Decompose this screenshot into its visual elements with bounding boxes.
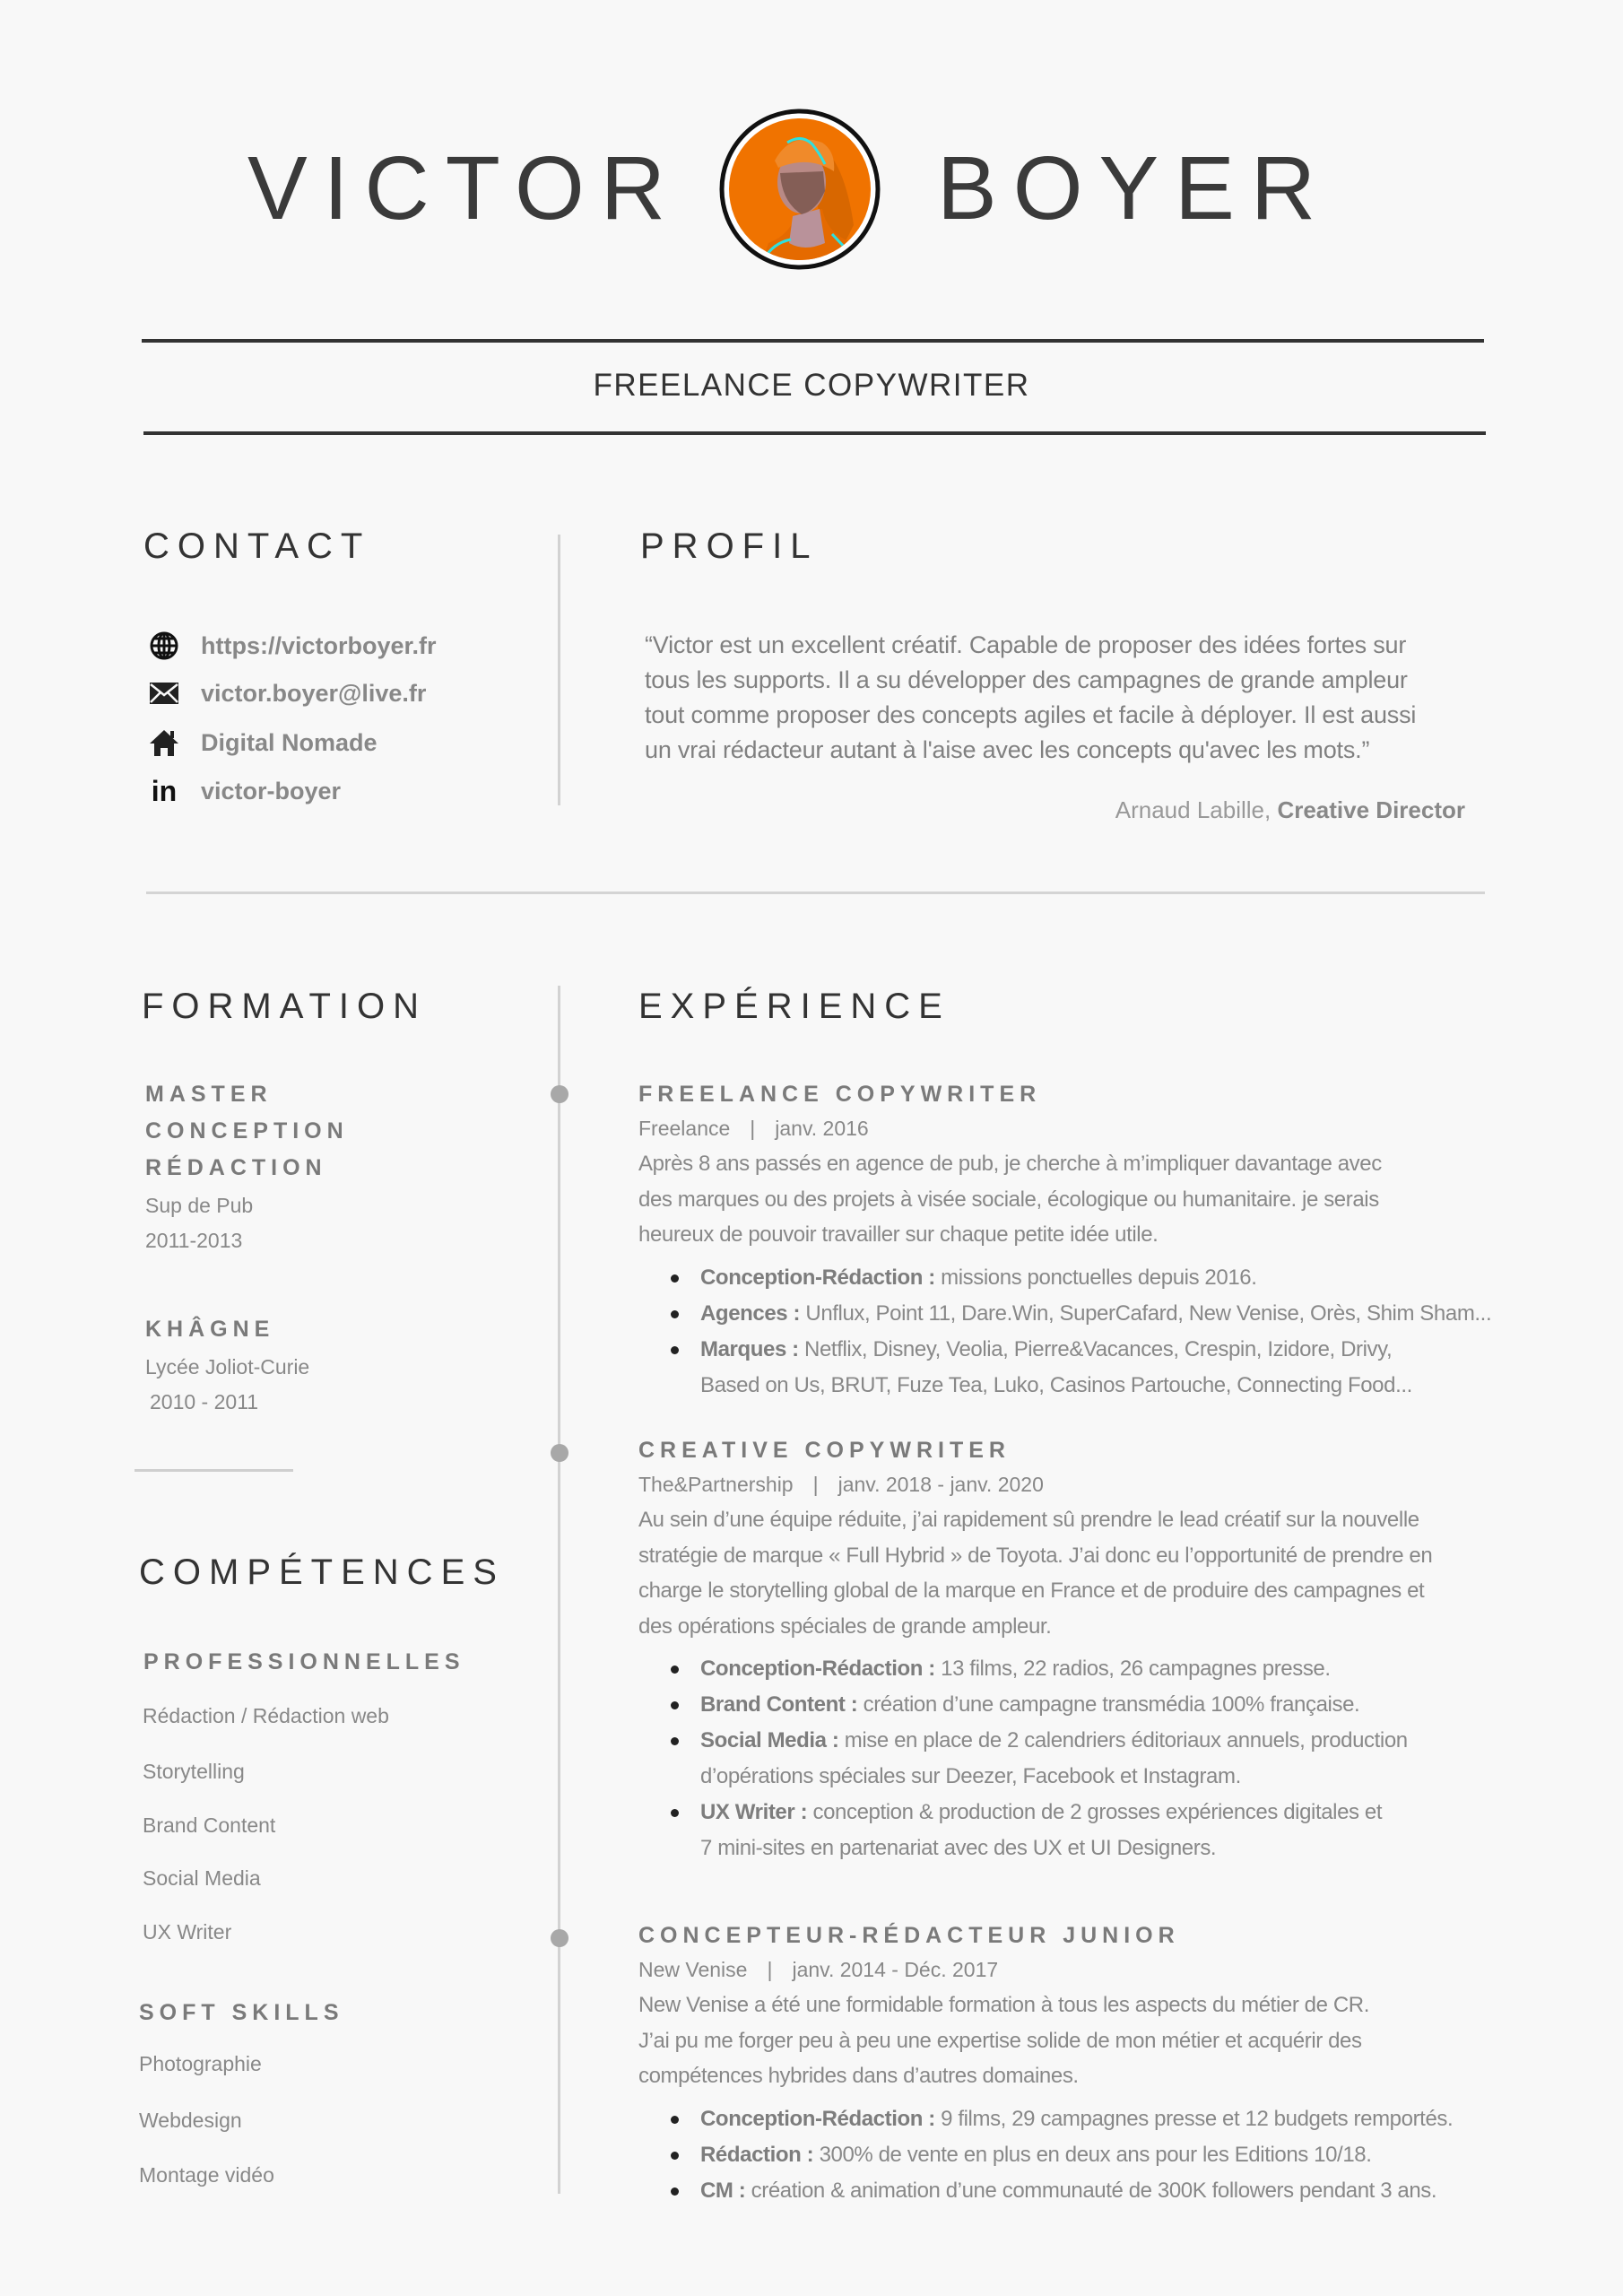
header-top-rule [142,339,1484,343]
job-dates: janv. 2016 [775,1117,869,1140]
bullet-dot-icon [671,2187,679,2196]
job-bullet-list [638,1260,1499,1404]
bullet-text: mise en place de 2 calendriers éditoriaux annuels, production [844,1728,1408,1752]
job-title: FREELANCE COPYWRITER [593,368,1030,403]
job-description-line: Après 8 ans passés en agence de pub, je cherche à m’impliquer davantage avec [638,1152,1382,1176]
job-bullet [638,1651,1499,1687]
school-name: Sup de Pub [145,1194,254,1217]
school-years: 2011-2013 [145,1229,243,1252]
home-icon [148,726,180,759]
degree-title-line: KHÂGNE [145,1317,275,1342]
bullet-label: Conception-Rédaction : [700,2106,935,2131]
job-bullet [638,2101,1499,2137]
bullet-text: d’opérations spéciales sur Deezer, Facebook et Instagram. [700,1764,1241,1788]
header-bottom-rule [143,431,1486,435]
school-years: 2010 - 2011 [150,1390,259,1413]
job-meta [638,1952,1499,1987]
job-bullet [638,1687,1499,1723]
job-title: CREATIVE COPYWRITER [638,1438,1011,1463]
envelope-icon [148,677,180,709]
quote-attribution [1115,796,1465,824]
bullet-dot-icon [671,1665,679,1674]
contact-linkedin-text[interactable]: victor-boyer [201,777,342,804]
degree-title-line: CONCEPTION [145,1118,349,1144]
job-bullet [638,2173,1499,2209]
job-bullet [638,1260,1499,1296]
contact-website[interactable] [148,628,437,664]
job-company: The&Partnership [638,1473,794,1496]
job-entry [638,1078,1499,1404]
meta-separator: | [750,1117,756,1140]
last-name: BOYER [937,138,1332,239]
job-company: Freelance [638,1117,731,1140]
contact-email-text[interactable]: victor.boyer@live.fr [201,679,427,707]
bullet-label: Rédaction : [700,2142,814,2167]
job-description-line: des marques ou des projets à visée sociale, écologique ou humanitaire. je serais [638,1187,1379,1212]
formation-item-khagne [145,1311,309,1420]
job-bullet [638,1831,1499,1866]
timeline-dot [551,1929,568,1947]
bullet-text: missions ponctuelles depuis 2016. [941,1265,1257,1290]
bullet-dot-icon [671,2116,679,2124]
job-bullet [638,1759,1499,1795]
timeline-dot [551,1085,568,1103]
job-description-line: des opérations spéciales de grande ampleur. [638,1613,1052,1639]
bullet-dot-icon [671,1701,679,1709]
job-bullet [638,1368,1499,1404]
bullet-label: Conception-Rédaction : [700,1657,935,1681]
job-dates: janv. 2018 - janv. 2020 [838,1473,1044,1496]
bullet-dot-icon [671,1274,679,1283]
contact-location-text: Digital Nomade [201,728,378,756]
globe-icon [148,630,180,662]
job-company: New Venise [638,1958,748,1981]
bullet-text: création d’une campagne transmédia 100% française. [863,1692,1360,1717]
job-description-line: J’ai pu me forger peu à peu une expertise solide de mon métier et acquérir des [638,2028,1362,2053]
quote-author-role: Creative Director [1277,796,1465,823]
section-divider [146,891,1485,894]
contact-heading: CONTACT [143,526,371,566]
contact-linkedin[interactable] [148,773,341,809]
bullet-text: 7 mini-sites en partenariat avec des UX et UI Designers. [700,1836,1217,1860]
bullet-text: conception & production de 2 grosses expériences digitales et [812,1800,1383,1824]
job-bullet-list [638,1651,1499,1866]
quote-author: Arnaud Labille, [1115,796,1271,823]
bullet-label: Brand Content : [700,1692,858,1717]
bullet-text: 9 films, 29 campagnes presse et 12 budgets remportés. [941,2106,1454,2131]
contact-email[interactable] [148,675,426,711]
skills-heading: COMPÉTENCES [139,1552,505,1592]
bullet-dot-icon [671,2152,679,2160]
job-description-line: stratégie de marque « Full Hybrid » de Toyota. J’ai donc eu l’opportunité de prendre en [638,1543,1433,1568]
bullet-text: Based on Us, BRUT, Fuze Tea, Luko, Casinos Partouche, Connecting Food... [700,1372,1412,1397]
bullet-dot-icon [671,1809,679,1817]
bullet-dot-icon [671,1737,679,1745]
avatar [719,109,881,270]
bullet-label: Marques : [700,1336,799,1361]
bullet-text: 300% de vente en plus en deux ans pour les Editions 10/18. [819,2142,1372,2167]
job-bullet [638,1296,1499,1332]
linkedin-icon: in [151,774,178,807]
bullet-text: 13 films, 22 radios, 26 campagnes presse. [941,1657,1331,1681]
job-bullet [638,1332,1499,1368]
job-description-line: charge le storytelling global de la marque en France et de produire des campagnes et [638,1578,1425,1603]
job-meta [638,1110,1499,1146]
job-bullet-list [638,2101,1499,2209]
degree-title-line: MASTER [145,1082,273,1107]
job-bullet [638,2137,1499,2173]
skill-item: Social Media [143,1866,261,1890]
meta-separator: | [767,1958,773,1981]
job-meta [638,1466,1499,1502]
contact-location [148,725,378,761]
formation-heading: FORMATION [142,987,428,1026]
job-description-line: heureux de pouvoir travailler sur chaque petite idée utile. [638,1222,1159,1247]
bullet-text: Netflix, Disney, Veolia, Pierre&Vacances, Crespin, Izidore, Drivy, [804,1336,1393,1361]
experience-heading: EXPÉRIENCE [638,987,950,1026]
bullet-label: CM : [700,2178,746,2203]
degree-title-line: RÉDACTION [145,1155,327,1180]
contact-website-text[interactable]: https://victorboyer.fr [201,631,437,659]
skill-item: UX Writer [143,1920,232,1944]
bullet-label: Agences : [700,1300,801,1326]
meta-separator: | [812,1473,819,1496]
bullet-dot-icon [671,1346,679,1354]
quote-line: tout comme proposer des concepts agiles et facile à déployer. Il est aussi [645,701,1417,728]
bullet-text: Unflux, Point 11, Dare.Win, SuperCafard, New Venise, Orès, Shim Sham... [805,1300,1492,1326]
job-dates: janv. 2014 - Déc. 2017 [792,1958,999,1981]
skill-item: Storytelling [143,1760,245,1783]
soft-skill-item: Photographie [139,2052,262,2075]
job-description-line: compétences hybrides dans d’autres domaines. [638,2064,1079,2088]
soft-skill-item: Montage vidéo [139,2163,274,2187]
timeline-line [558,986,560,2194]
soft-skills-heading: SOFT SKILLS [139,2000,344,2025]
bullet-text: création & animation d’une communauté de 300K followers pendant 3 ans. [751,2178,1437,2203]
school-name: Lycée Joliot-Curie [145,1355,310,1378]
profile-heading: PROFIL [640,526,819,566]
profile-quote [645,628,1416,768]
formation-divider [135,1469,293,1472]
timeline-dot [551,1444,568,1462]
job-description-line: Au sein d’une équipe réduite, j’ai rapidement sû prendre le lead créatif sur la nouvelle [638,1508,1419,1532]
job-title: CONCEPTEUR-RÉDACTEUR JUNIOR [638,1923,1180,1948]
professional-skills-heading: PROFESSIONNELLES [143,1649,465,1674]
formation-item-master [145,1076,349,1258]
job-bullet [638,1795,1499,1831]
job-entry [638,1434,1499,1866]
bullet-dot-icon [671,1310,679,1318]
soft-skill-item: Webdesign [139,2109,242,2132]
job-bullet [638,1723,1499,1759]
quote-line: “Victor est un excellent créatif. Capable de proposer des idées fortes sur [645,631,1407,658]
job-title: FREELANCE COPYWRITER [638,1082,1042,1107]
quote-line: un vrai rédacteur autant à l'aise avec les concepts qu'avec les mots.” [645,736,1370,763]
bullet-label: UX Writer : [700,1800,808,1824]
bullet-label: Conception-Rédaction : [700,1265,935,1290]
skill-item: Brand Content [143,1813,276,1837]
job-description-line: New Venise a été une formidable formation à tous les aspects du métier de CR. [638,1993,1369,2017]
first-name: VICTOR [247,138,681,239]
skill-item: Rédaction / Rédaction web [143,1704,389,1727]
quote-line: tous les supports. Il a su développer des campagnes de grande ampleur [645,666,1408,693]
job-entry [638,1919,1499,2209]
bullet-label: Social Media : [700,1728,839,1752]
column-divider [558,535,560,805]
